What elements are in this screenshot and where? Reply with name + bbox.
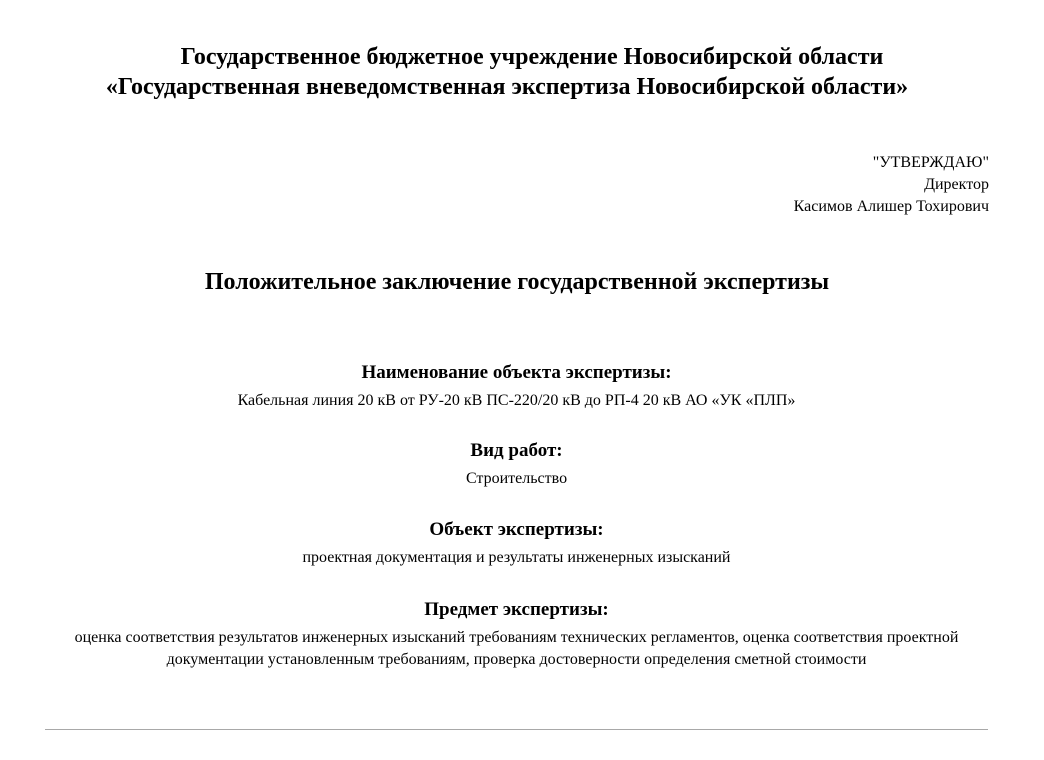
approver-name: Касимов Алишер Тохирович [793,198,989,215]
section-heading: Вид работ: [470,440,563,461]
section-heading: Наименование объекта экспертизы: [361,362,672,383]
section-expertise-object [45,517,988,569]
document-title: Положительное заключение государственной экспертизы [204,269,830,295]
section-value: оценка соответствия результатов инженерных изысканий требованиям технических регламентов, оценка соответствия проектной документации установленным требованиям, проверка достоверности определения сметной стоимости [74,629,959,668]
section-heading: Объект экспертизы: [429,519,604,540]
section-value: проектная документация и результаты инженерных изысканий [302,549,731,566]
organization-name-line1: Государственное бюджетное учреждение Новосибирской области [180,44,884,70]
section-expertise-subject [45,597,988,671]
section-value: Кабельная линия 20 кВ от РУ-20 кВ ПС-220/20 кВ до РП-4 20 кВ АО «УК «ПЛП» [237,392,796,409]
section-heading: Предмет экспертизы: [424,599,609,620]
section-object-name [45,360,988,412]
approval-stamp: "УТВЕРЖДАЮ" [872,154,989,171]
section-work-type [45,438,988,490]
section-value: Строительство [465,470,568,487]
approval-block [794,152,989,218]
horizontal-divider [45,729,988,730]
organization-header [0,42,1044,102]
organization-name-line2: «Государственная вневедомственная экспертиза Новосибирской области» [105,74,909,100]
approver-position: Директор [924,176,989,193]
